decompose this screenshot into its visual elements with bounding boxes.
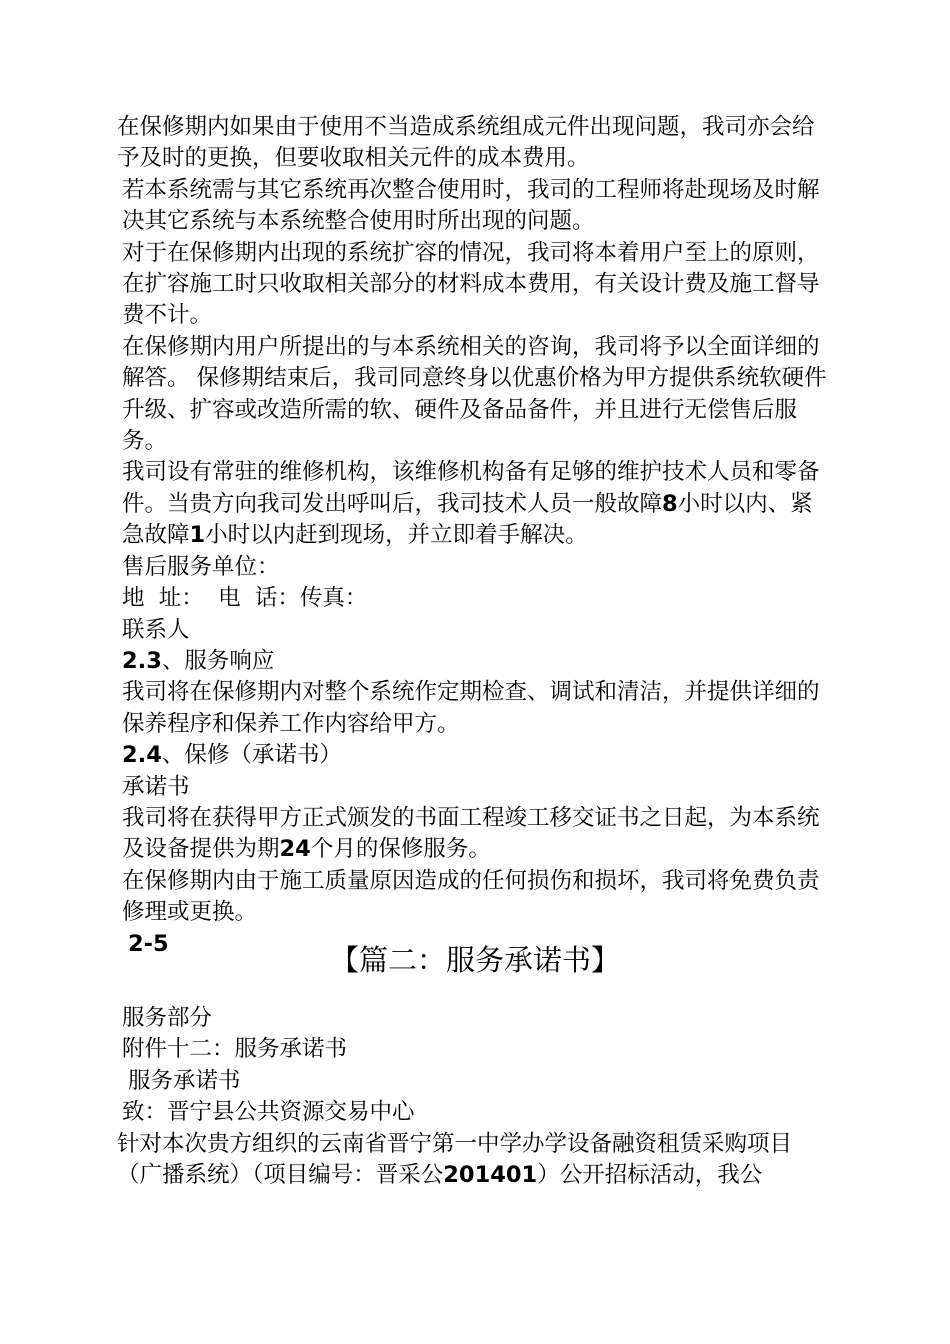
chapter-heading: 【篇二：服务承诺书】 xyxy=(329,943,620,977)
contact-fields-line: 地 址： 电 话：传真： xyxy=(122,585,368,612)
paragraph-periodic-inspection: 我司将在保修期内对整个系统作定期检查、调试和清洁，并提供详细的保养程序和保养工作内容给甲方。 xyxy=(122,679,820,737)
section-one-body xyxy=(117,112,833,960)
after-sales-unit-label: 售后服务单位： xyxy=(122,553,280,580)
paragraph-expansion: 对于在保修期内出现的系统扩容的情况，我司将本着用户至上的原则，在扩容施工时只收取相关部分的材料成本费用，有关设计费及施工督导费不计。 xyxy=(122,239,820,329)
paragraph-warranty-period: 我司将在获得甲方正式颁发的书面工程竣工移交证书之日起，为本系统及设备提供为期24个月的保修服务。 xyxy=(122,804,820,863)
contact-person-label: 联系人 xyxy=(122,616,190,643)
addressee-line: 致：晋宁县公共资源交易中心 xyxy=(122,1099,415,1126)
commitment-title: 服务承诺书 xyxy=(128,1067,241,1094)
paragraph-system-integration: 若本系统需与其它系统再次整合使用时，我司的工程师将赴现场及时解决其它系统与本系统整合使用时所出现的问题。 xyxy=(122,176,820,235)
section-heading-2-3: 2.3、服务响应 xyxy=(122,647,275,674)
section-two-body xyxy=(117,1003,833,1191)
paragraph-project-intro: 针对本次贵方组织的云南省晋宁第一中学办学设备融资租赁采购项目（广播系统）（项目编号：晋采公201401）公开招标活动，我公 xyxy=(117,1130,793,1189)
paragraph-free-repair: 在保修期内由于施工质量原因造成的任何损伤和损坏，我司将免费负责修理或更换。 xyxy=(122,867,820,926)
section-heading-2-4: 2.4、保修（承诺书） xyxy=(122,742,342,769)
section-number-2-5: 2-5 xyxy=(128,930,169,957)
service-section-label: 服务部分 xyxy=(122,1005,213,1031)
commitment-label: 承诺书 xyxy=(122,773,190,800)
attachment-title: 附件十二：服务承诺书 xyxy=(122,1036,348,1063)
paragraph-defect-replacement: 在保修期内如果由于使用不当造成系统组成元件出现问题，我司亦会给予及时的更换，但要收取相关元件的成本费用。 xyxy=(117,114,815,172)
paragraph-maintenance-response: 我司设有常驻的维修机构，该维修机构备有足够的维护技术人员和零备件。当贵方向我司发出呼叫后，我司技术人员一般故障8小时以内、紧急故障1小时以内赶到现场，并立即着手解决。 xyxy=(122,459,820,549)
paragraph-consultation: 在保修期内用户所提出的与本系统相关的咨询，我司将予以全面详细的解答。 保修期结束后，我司同意终身以优惠价格为甲方提供系统软硬件升级、扩容或改造所需的软、硬件及备品备件，并且进行无偿售后服务。 xyxy=(122,333,827,455)
